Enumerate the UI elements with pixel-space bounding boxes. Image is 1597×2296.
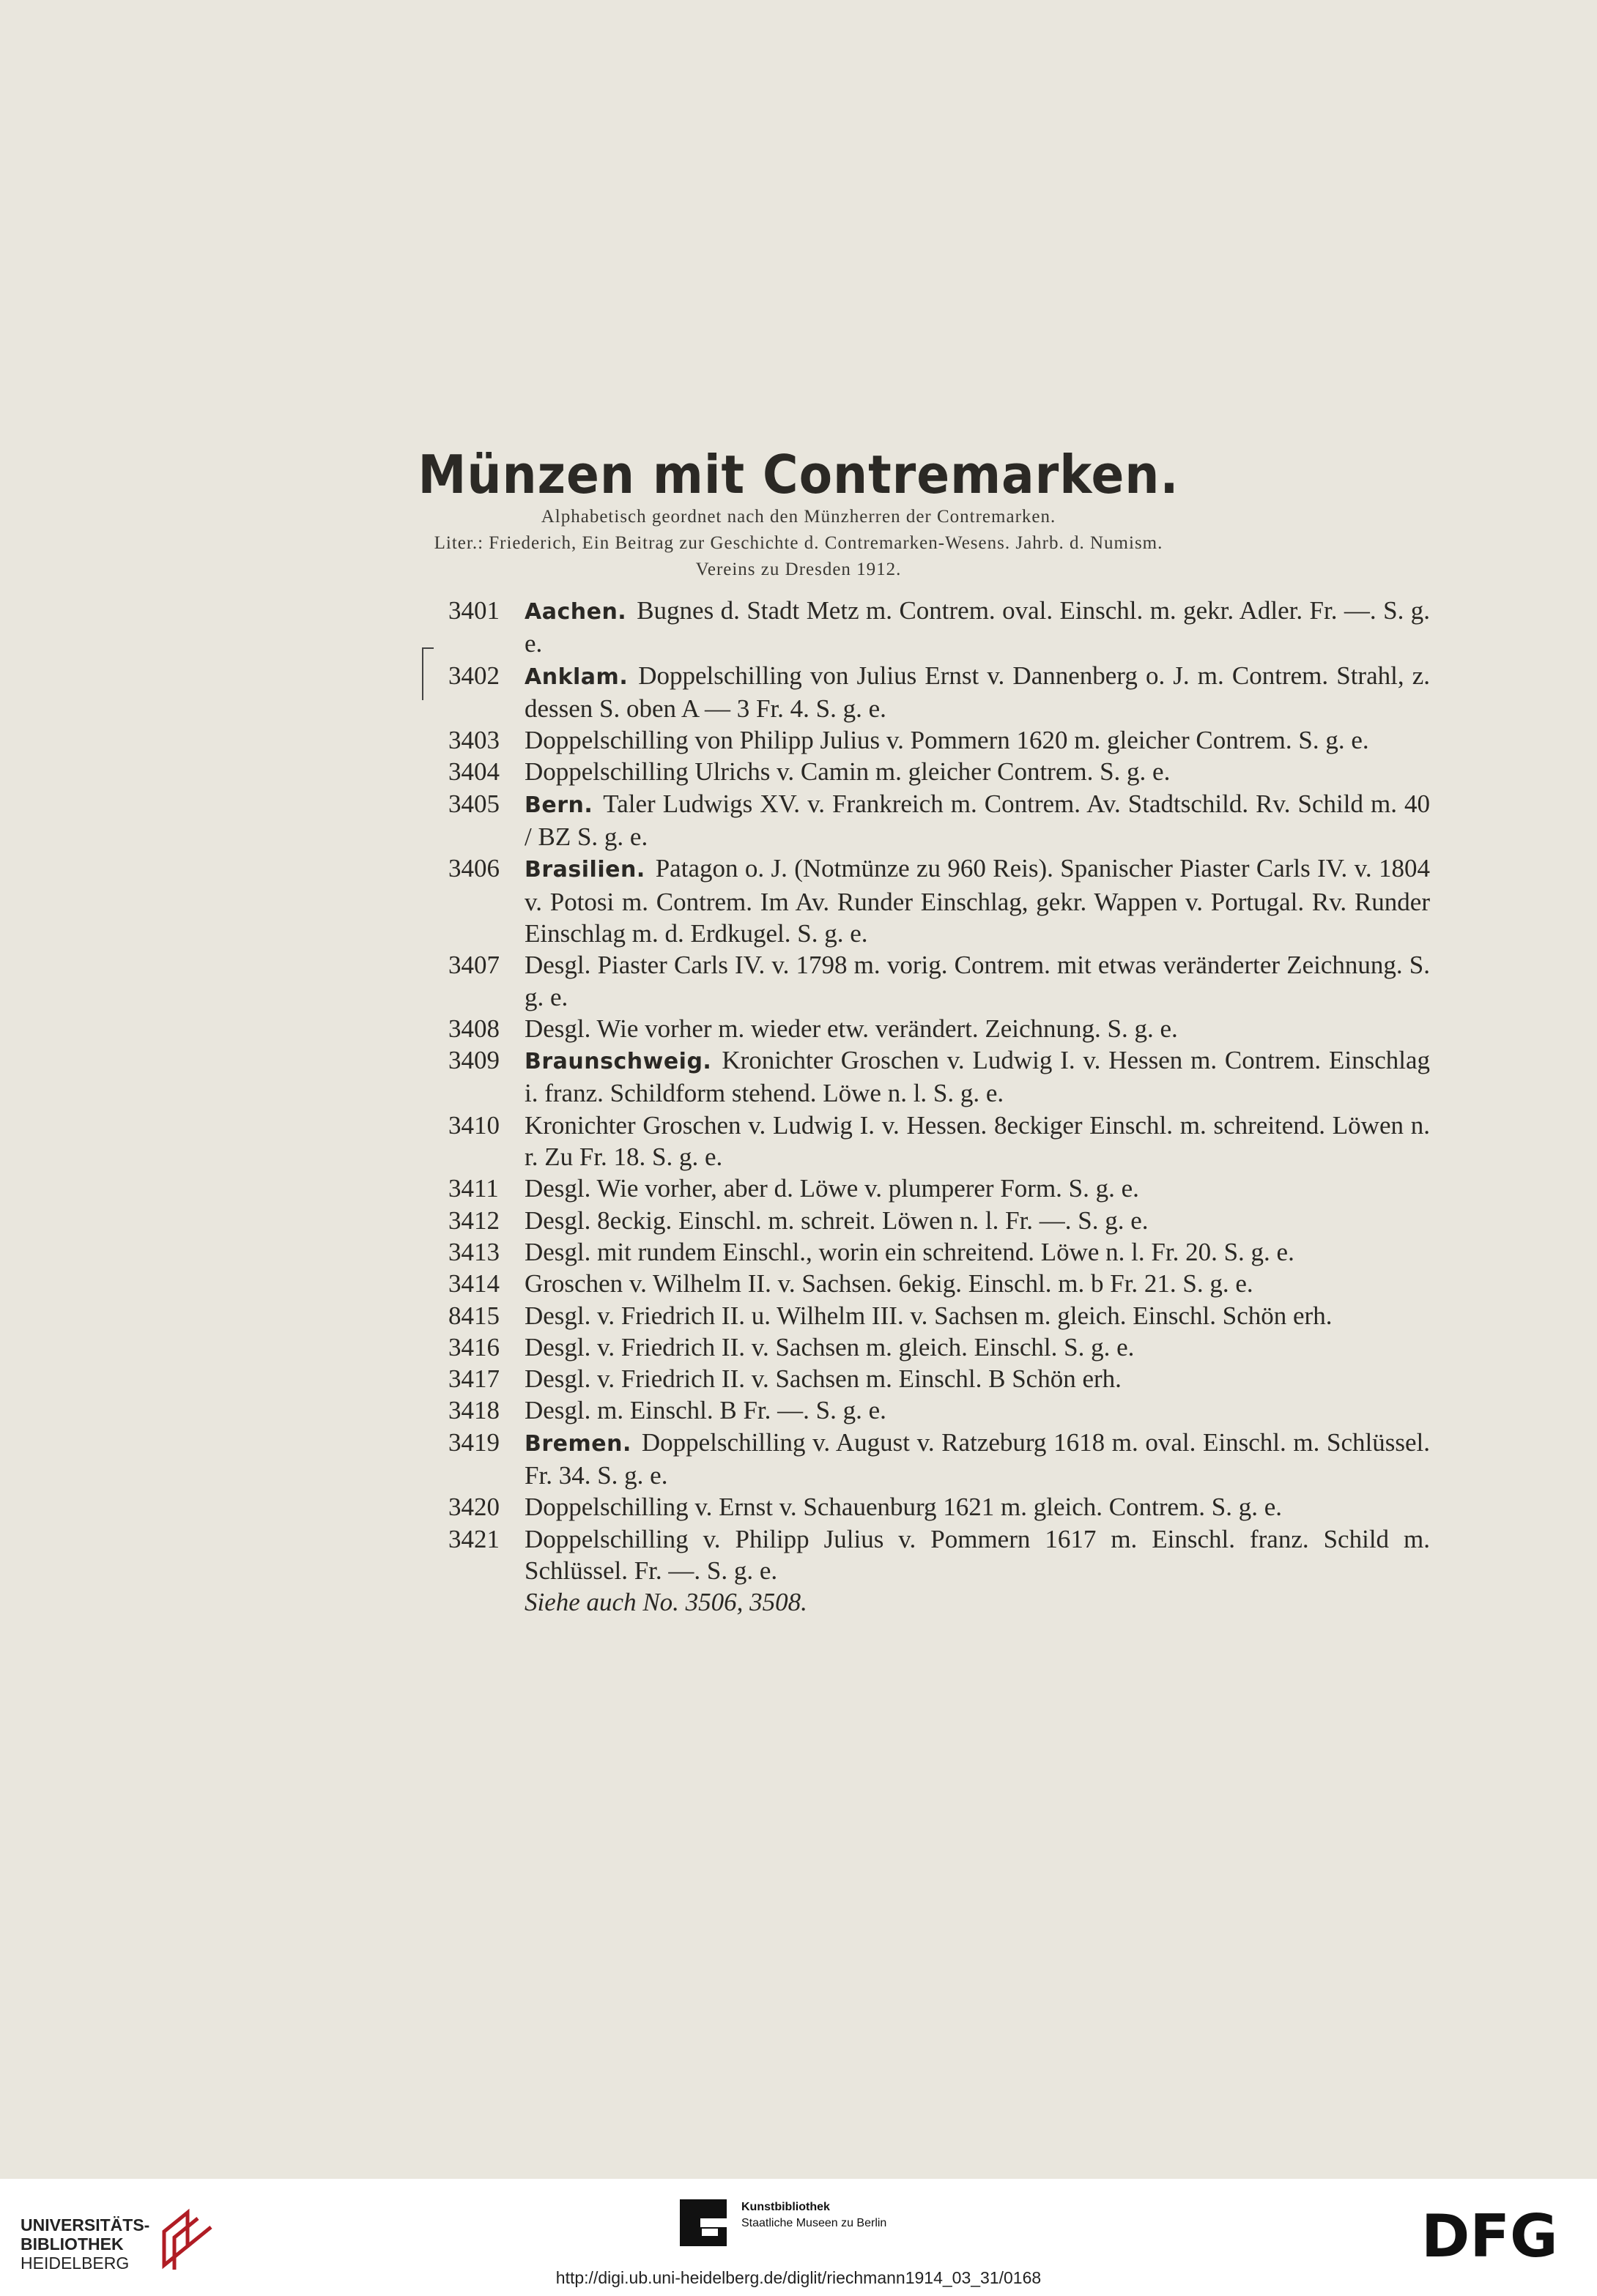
entry-keyword: Brasilien. [525, 857, 645, 883]
entry-text: Taler Ludwigs XV. v. Frankreich m. Contrem. Av. Stadtschild. Rv. Schild m. 40 / BZ S. g. e. [525, 789, 1430, 852]
entry-text: Desgl. Wie vorher m. wieder etw. verändert. Zeichnung. S. g. e. [525, 1014, 1178, 1043]
entry-number: 3419 [448, 1427, 500, 1457]
entry-number: 3406 [448, 854, 500, 883]
entry-number: 3411 [448, 1174, 499, 1203]
entry-text: Desgl. v. Friedrich II. v. Sachsen m. Einschl. B Schön erh. [525, 1364, 1122, 1394]
catalog-entry [448, 1363, 1430, 1394]
entry-number: 3410 [448, 1110, 500, 1140]
footer-bar [0, 2179, 1597, 2296]
margin-bracket-mark [422, 647, 434, 700]
entry-number: 3404 [448, 757, 500, 787]
ub-line-2: BIBLIOTHEK [21, 2234, 124, 2254]
entry-text: Desgl. 8eckig. Einschl. m. schreit. Löwen n. l. Fr. —. S. g. e. [525, 1205, 1149, 1235]
catalog-entry [448, 1173, 1430, 1204]
entry-text: Kronichter Groschen v. Ludwig I. v. Hessen m. Contrem. Einschlag i. franz. Schildform stehend. Löwe n. l. S. g. e. [525, 1046, 1430, 1108]
entry-number: 3408 [448, 1014, 500, 1043]
entry-number: 3413 [448, 1237, 500, 1266]
catalog-entry [448, 949, 1430, 1013]
entry-text: Doppelschilling v. Philipp Julius v. Pommern 1617 m. Einschl. franz. Schild m. Schlüssel. Fr. —. S. g. e. [525, 1524, 1430, 1585]
catalog-entry [448, 1268, 1430, 1299]
entry-keyword: Bremen. [525, 1430, 631, 1457]
entry-number: 3409 [448, 1046, 500, 1075]
entry-text: Doppelschilling Ulrichs v. Camin m. gleicher Contrem. S. g. e. [525, 757, 1171, 787]
catalog-entry [448, 1394, 1430, 1426]
entry-text: Desgl. m. Einschl. B Fr. —. S. g. e. [525, 1396, 886, 1425]
entry-text: Doppelschilling von Philipp Julius v. Pommern 1620 m. gleicher Contrem. S. g. e. [525, 726, 1369, 755]
ub-heidelberg-logo-icon [158, 2207, 224, 2273]
entry-text: Patagon o. J. (Notmünze zu 960 Reis). Spanischer Piaster Carls IV. v. 1804 v. Potosi m. Contrem. Im Av. Runder Einschlag, gekr. Wappen v. Portugal. Rv. Runder Einschlag m. d. Erdkugel. S. g. e. [525, 854, 1430, 948]
catalog-entry [448, 1523, 1430, 1587]
entry-keyword: Aachen. [525, 599, 627, 625]
entry-number: 3420 [448, 1493, 500, 1522]
kb-line-1: Kunstbibliothek [741, 2201, 830, 2213]
dfg-text: DFG [1421, 2208, 1558, 2267]
entry-number: 3417 [448, 1364, 500, 1394]
subtitle-line-2: Liter.: Friederich, Ein Beitrag zur Geschichte d. Contremarken-Wesens. Jahrb. d. Numism. [434, 533, 1163, 553]
catalog-entry [448, 1427, 1430, 1492]
dfg-logo-icon [1421, 2208, 1575, 2267]
cross-reference-note: Siehe auch No. 3506, 3508. [525, 1588, 807, 1617]
page-title: Münzen mit Contremarken. [418, 444, 1179, 505]
ub-line-3: HEIDELBERG [21, 2254, 130, 2273]
catalog-entry [448, 1331, 1430, 1363]
catalog-entry [448, 1300, 1430, 1331]
ub-heidelberg-label [21, 2215, 149, 2273]
kb-line-2: Staatliche Museen zu Berlin [741, 2217, 887, 2229]
catalog-entry [448, 756, 1430, 787]
entry-number: 3402 [448, 661, 500, 690]
entry-number: 3403 [448, 726, 500, 755]
catalog-entry [448, 595, 1430, 660]
catalog-entry [448, 1491, 1430, 1523]
kunstbibliothek-label [741, 2199, 1034, 2232]
entry-number: 3421 [448, 1524, 500, 1553]
catalog-entries [448, 595, 1430, 1619]
entry-number: 3414 [448, 1269, 500, 1299]
catalog-entry [448, 724, 1430, 756]
entry-text: Desgl. Wie vorher, aber d. Löwe v. plumperer Form. S. g. e. [525, 1174, 1139, 1203]
entry-text: Doppelschilling v. August v. Ratzeburg 1618 m. oval. Einschl. m. Schlüssel. Fr. 34. S. g. e. [525, 1427, 1430, 1490]
kunstbibliothek-logo-icon [680, 2199, 727, 2246]
catalog-entry [448, 1205, 1430, 1236]
subtitle-line-3: Vereins zu Dresden 1912. [695, 560, 902, 579]
entry-number: 8415 [448, 1301, 500, 1330]
entry-text: Doppelschilling von Julius Ernst v. Dannenberg o. J. m. Contrem. Strahl, z. dessen S. oben A — 3 Fr. 4. S. g. e. [525, 661, 1430, 723]
entry-text: Kronichter Groschen v. Ludwig I. v. Hessen. 8eckiger Einschl. m. schreitend. Löwen n. r. Zu Fr. 18. S. g. e. [525, 1110, 1430, 1172]
entry-number: 3412 [448, 1205, 500, 1235]
catalog-entry [448, 1044, 1430, 1110]
catalog-entry [448, 788, 1430, 853]
entry-keyword: Braunschweig. [525, 1049, 712, 1075]
entry-number: 3405 [448, 789, 500, 818]
entry-text: Doppelschilling v. Ernst v. Schauenburg 1621 m. gleich. Contrem. S. g. e. [525, 1493, 1282, 1522]
catalog-entry [448, 1236, 1430, 1268]
entry-number: 3407 [448, 951, 500, 980]
subtitle-line-1: Alphabetisch geordnet nach den Münzherren der Contremarken. [541, 507, 1056, 527]
source-url[interactable]: http://digi.ub.uni-heidelberg.de/diglit/riechmann1914_03_31/0168 [555, 2268, 1042, 2287]
entry-text: Groschen v. Wilhelm II. v. Sachsen. 6ekig. Einschl. m. b Fr. 21. S. g. e. [525, 1269, 1253, 1299]
entry-number: 3416 [448, 1332, 500, 1361]
entry-keyword: Bern. [525, 792, 593, 818]
entry-text: Desgl. v. Friedrich II. u. Wilhelm III. v. Sachsen m. gleich. Einschl. Schön erh. [525, 1301, 1333, 1330]
ub-line-1: UNIVERSITÄTS- [21, 2215, 150, 2234]
entry-text: Desgl. v. Friedrich II. v. Sachsen m. gleich. Einschl. S. g. e. [525, 1332, 1135, 1361]
entry-number: 3401 [448, 596, 500, 625]
entry-text: Desgl. Piaster Carls IV. v. 1798 m. vorig. Contrem. mit etwas veränderter Zeichnung. S. g. e. [525, 951, 1430, 1011]
catalog-entry [448, 1110, 1430, 1173]
entry-text: Bugnes d. Stadt Metz m. Contrem. oval. Einschl. m. gekr. Adler. Fr. —. S. g. e. [525, 596, 1430, 658]
entry-text: Desgl. mit rundem Einschl., worin ein schreitend. Löwe n. l. Fr. 20. S. g. e. [525, 1237, 1294, 1266]
catalog-entry [448, 660, 1430, 725]
catalog-entry [448, 852, 1430, 949]
entry-keyword: Anklam. [525, 664, 629, 690]
entry-number: 3418 [448, 1396, 500, 1425]
catalog-entry [448, 1013, 1430, 1044]
